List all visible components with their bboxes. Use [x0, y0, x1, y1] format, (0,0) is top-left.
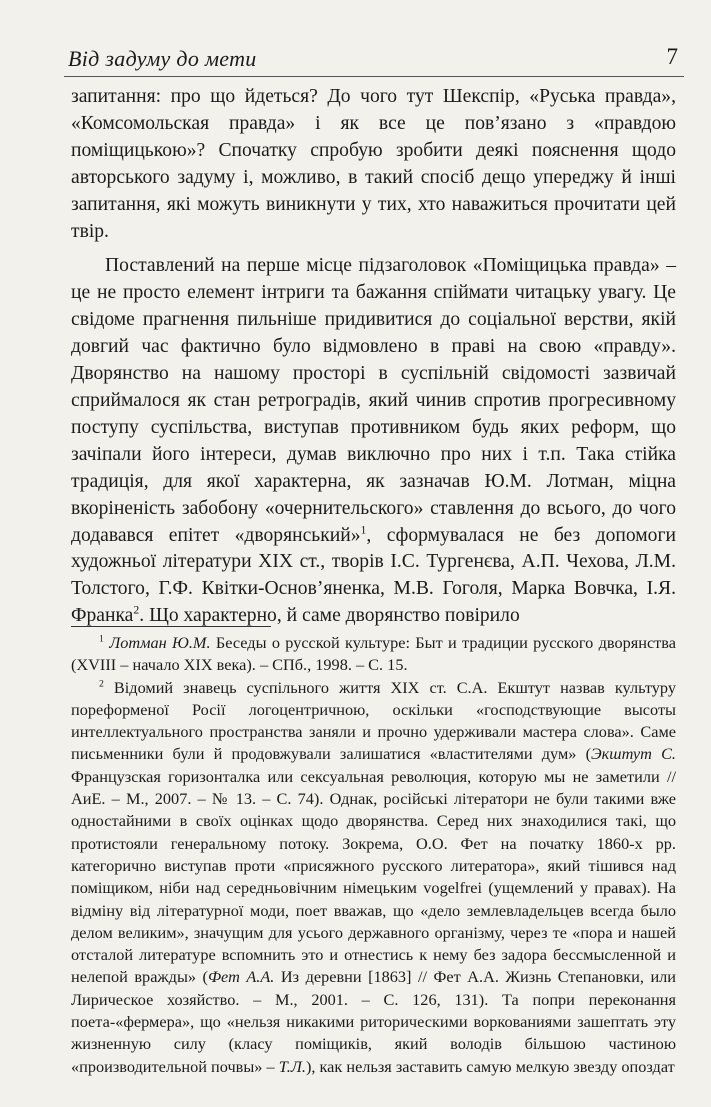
page-header	[64, 44, 684, 77]
footnote-2-text-c: Из деревни [1863] // Фет А.А. Жизнь Степановки, или Лирическое хозяйство. – М., 2001. – С. 126, 131). Та попри переконання поета-«фермера», що «нельзя никакими риторическими воркованиями зашептать эту жизненную силу (класу поміщиків, який володів більшою частиною «производительной почвы» –	[71, 967, 676, 1076]
footnote-1	[71, 632, 676, 677]
footnote-1-number: 1	[99, 633, 104, 645]
paragraph-2-part-c: . Що характерно, й саме дворянство повірило	[139, 605, 520, 627]
footnote-1-author: Лотман Ю.М.	[109, 633, 211, 652]
page-number: 7	[666, 44, 678, 69]
footnote-divider	[71, 626, 271, 627]
footnote-2-author-3: Т.Л.	[278, 1056, 306, 1076]
footnote-2-text-a: Відомий знавець суспільного життя XIX ст. С.А. Екштут назвав культуру пореформеної Росії логоцентричною, оскільки «господствующие высоты интеллектуального пространства заняли и прочно удерживали мастера слова». Саме письменники були й продовжували залишатися «властителями дум» (	[71, 677, 676, 764]
footnote-2-text-d: ), как нельзя заставить самую мелкую звезду опоздат	[305, 1056, 675, 1076]
footnote-1-text: Беседы о русской культуре: Быт и традиции русского дворянства (XVIII – начало XIX века). – СПб., 1998. – С. 15.	[71, 633, 676, 675]
footnote-2	[71, 677, 676, 1078]
footnote-ref-2: 2	[133, 603, 140, 617]
main-text	[71, 84, 676, 630]
footnote-ref-1: 1	[360, 522, 367, 536]
paragraph-2-part-b: , сформувалася не без допомоги художньої літератури XIX ст., творів І.С. Тургенєва, А.П. Чехова, Л.М. Толстого, Г.Ф. Квітки-Основ’яненка, М.В. Гоголя, Марка Вовчка, І.Я. Франка	[71, 524, 676, 627]
paragraph-2	[71, 253, 676, 630]
paragraph-1: запитання: про що йдеться? До чого тут Шекспір, «Руська правда», «Комсомольская правда» і як все це пов’язано з «правдою поміщицькою»? Спочатку спробую зробити деякі пояснення щодо авторського задуму і, можливо, в такий спосіб дещо упереджу й інші запитання, які можуть виникнути у тих, хто наважиться прочитати цей твір.	[71, 86, 676, 242]
footnote-2-author-2: Фет А.А.	[207, 967, 275, 987]
footnote-2-author-1: Экштут С.	[591, 744, 676, 764]
running-title: Від задуму до мети	[68, 46, 257, 71]
footnote-2-number: 2	[99, 678, 104, 690]
footnote-2-text-b: Французская горизонталка или сексуальная революция, которую мы не заметили // АиЕ. – М., 2007. – № 13. – С. 74). Однак, російські літератори не були такими вже одностайними в своїх оцінках щодо дворянства. Серед них знаходилися такі, що протистояли генеральному потоку. Зокрема, О.О. Фет на початку 1860-х рр. категорично виступав проти «присяжного русского литератора», який тішився над поміщиком, ніби над середньовічним німецьким vogelfrei (ущемлений у правах). На відміну від літературної моди, поет вважав, що «дело землевладельцев всегда было делом великим», значущим для усього державного організму, через те «пора и нашей отсталой литературе вспомнить это и отнестись к нему без задора бессмысленной и нелепой вражды» (	[71, 766, 676, 987]
paragraph-2-part-a: Поставлений на перше місце підзаголовок «Поміщицька правда» – це не просто елемент інтриги та бажання спіймати читацьку увагу. Це свідоме прагнення пильніше придивитися до соціальної верстви, якій довгий час фактично було відмовлено в праві на свою «правду». Дворянство на нашому просторі в суспільній свідомості зазвичай сприймалося як стан ретроградів, який чинив спротив прогресивному поступу суспільства, виступав противником будь яких реформ, що зачіпали його інтереси, думав виключно про них і т.п. Така стійка традиція, для якої характерна, як зазначав Ю.М. Лотман, міцна вкоріненість забобону «очернительского» ставлення до всього, до чого додавався епітет «дворянський»	[71, 255, 676, 546]
footnotes	[71, 632, 676, 1078]
